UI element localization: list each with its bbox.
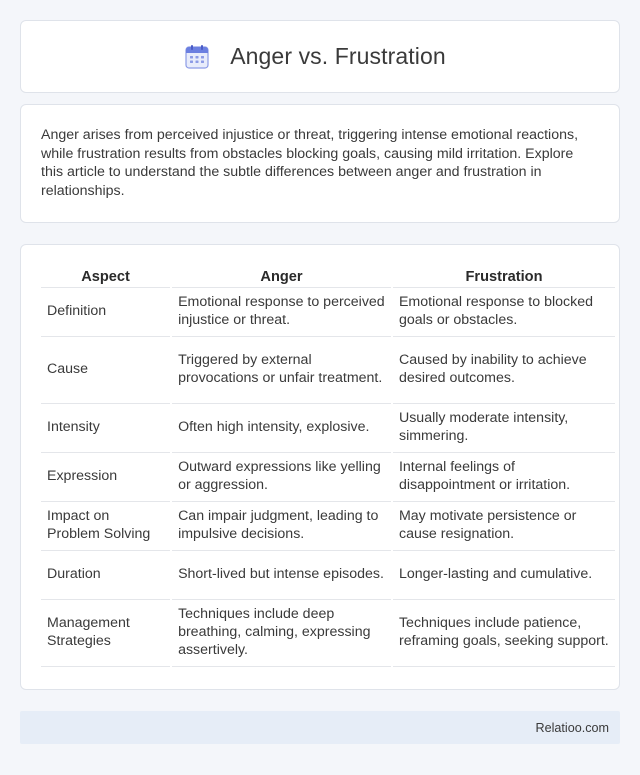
cell-aspect: Definition [41,288,170,337]
column-header-anger: Anger [172,267,391,288]
cell-frustration: Techniques include patience, reframing goals, seeking support. [393,600,615,667]
table-row [41,337,615,404]
table-row [41,600,615,667]
cell-anger: Short-lived but intense episodes. [172,551,391,600]
table-row [41,288,615,337]
column-header-aspect: Aspect [41,267,170,288]
cell-frustration: May motivate persistence or cause resignation. [393,502,615,551]
table-header-row [41,267,615,288]
cell-aspect: Management Strategies [41,600,170,667]
cell-anger: Techniques include deep breathing, calming, expressing assertively. [172,600,391,667]
table-row [41,502,615,551]
calendar-icon [184,44,210,70]
cell-aspect: Duration [41,551,170,600]
table-card [20,244,620,690]
cell-aspect: Cause [41,337,170,404]
page-title: Anger vs. Frustration [230,43,446,69]
cell-anger: Can impair judgment, leading to impulsive decisions. [172,502,391,551]
cell-frustration: Caused by inability to achieve desired outcomes. [393,337,615,404]
footer-site-link[interactable]: Relatioo.com [535,720,609,735]
intro-card [20,104,620,223]
cell-anger: Emotional response to perceived injustice or threat. [172,288,391,337]
cell-frustration: Emotional response to blocked goals or obstacles. [393,288,615,337]
cell-frustration: Longer-lasting and cumulative. [393,551,615,600]
header-card [20,20,620,93]
cell-aspect: Intensity [41,404,170,453]
cell-frustration: Usually moderate intensity, simmering. [393,404,615,453]
table-row [41,551,615,600]
column-header-frustration: Frustration [393,267,615,288]
intro-text: Anger arises from perceived injustice or threat, triggering intense emotional reactions, while frustration results from obstacles blocking goals, causing mild irritation. Explore this article to understand the subtle differences between anger and frustration in relationships. [41,127,579,199]
cell-anger: Often high intensity, explosive. [172,404,391,453]
cell-anger: Triggered by external provocations or unfair treatment. [172,337,391,404]
table-row [41,404,615,453]
comparison-table [39,267,617,667]
cell-aspect: Impact on Problem Solving [41,502,170,551]
cell-frustration: Internal feelings of disappointment or irritation. [393,453,615,502]
cell-aspect: Expression [41,453,170,502]
table-row [41,453,615,502]
title-wrap [184,43,446,70]
cell-anger: Outward expressions like yelling or aggression. [172,453,391,502]
footer [20,711,620,744]
